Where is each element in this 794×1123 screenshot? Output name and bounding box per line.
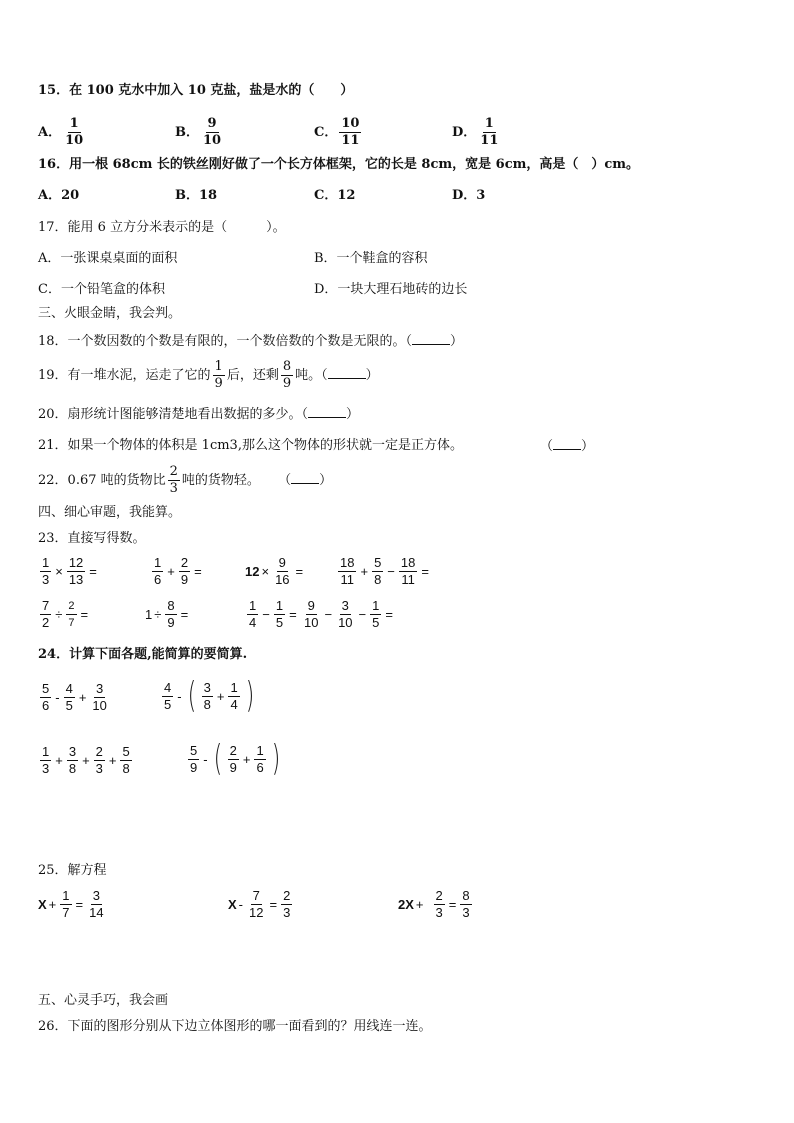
q23-expr-1: $\frac{1}{3}$ × $\frac{12}{13}$ = xyxy=(42,555,97,587)
q15-option-b: B． $\frac{9}{10}$ xyxy=(175,116,222,148)
q21-answer: （ ） xyxy=(540,439,595,454)
q24-expr-4: $\frac{5}{9}$ - ( $\frac{2}{9}$ + $\frac{1}{6}$ ) xyxy=(190,738,280,779)
q24-expr-1: $\frac{5}{6}$ - $\frac{4}{5}$ + $\frac{3}{10}$ xyxy=(42,681,107,713)
q17-option-a: A．一张课桌桌面的面积 xyxy=(38,251,178,266)
q23-expr-6: 1 ÷ $\frac{8}{9}$ = xyxy=(145,598,189,630)
q20: 20．扇形统计图能够清楚地看出数据的多少。（ ） xyxy=(38,407,360,422)
q25-equation-3: 2X + $\frac{2}{3}$ = $\frac{8}{3}$ xyxy=(398,888,470,920)
q15-option-c: C． $\frac{10}{11}$ xyxy=(314,116,360,148)
q16-option-c: C．12 xyxy=(314,188,356,203)
q17-option-d: D．一块大理石地砖的边长 xyxy=(314,282,468,297)
q17-option-b: B．一个鞋盒的容积 xyxy=(314,251,428,266)
section-3-heading: 三、火眼金睛，我会判。 xyxy=(38,306,182,321)
q19: 19．有一堆水泥，运走了它的 $\frac{1}{9}$ 后，还剩 $\frac{8}{9}$ 吨。（ ） xyxy=(38,359,379,391)
q23-title: 23．直接写得数。 xyxy=(38,531,146,546)
q19-answer-blank[interactable] xyxy=(328,366,366,379)
q25-title: 25．解方程 xyxy=(38,863,107,878)
section-5-heading: 五、心灵手巧，我会画 xyxy=(38,993,169,1008)
q16-option-b: B．18 xyxy=(175,188,218,203)
q21: 21．如果一个物体的体积是 1cm3,那么这个物体的形状就一定是正方体。 xyxy=(38,438,463,453)
q15-option-a: A． $\frac{1}{10}$ xyxy=(38,116,84,148)
q16-option-a: A．20 xyxy=(38,188,80,203)
q17-question: 17．能用 6 立方分米表示的是（ ）。 xyxy=(38,220,286,235)
q18: 18．一个数因数的个数是有限的，一个数倍数的个数是无限的。（ ） xyxy=(38,334,464,349)
q22: 22．0.67 吨的货物比 $\frac{2}{3}$ 吨的货物轻。 （ ） xyxy=(38,464,333,496)
q26-question: 26．下面的图形分别从下边立体图形的哪一面看到的？用线连一连。 xyxy=(38,1019,432,1034)
q24-expr-3: $\frac{1}{3}$ + $\frac{3}{8}$ + $\frac{2}{3}$ + $\frac{5}{8}$ xyxy=(42,744,130,776)
q15-option-d: D． $\frac{1}{11}$ xyxy=(452,116,499,148)
q15-question: 15．在 100 克水中加入 10 克盐，盐是水的（ ） xyxy=(38,83,354,98)
q25-equation-1: X + $\frac{1}{7}$ = $\frac{3}{14}$ xyxy=(38,888,104,920)
q16-option-d: D．3 xyxy=(452,188,486,203)
q23-expr-5: $\frac{7}{2}$ ÷ $\frac{2}{7}$ = xyxy=(42,598,89,630)
q17-option-c: C．一个铅笔盒的体积 xyxy=(38,282,165,297)
q22-answer-blank[interactable] xyxy=(291,471,319,484)
q23-expr-7: $\frac{1}{4}$ − $\frac{1}{5}$ = xyxy=(249,598,297,630)
q16-question: 16．用一根 68cm 长的铁丝刚好做了一个长方体框架，它的长是 8cm，宽是 6cm，高是（ ）cm。 xyxy=(38,157,640,172)
q20-answer-blank[interactable] xyxy=(308,405,346,418)
section-4-heading: 四、细心审题，我能算。 xyxy=(38,505,182,520)
q23-expr-4: $\frac{18}{11}$ + $\frac{5}{8}$ − $\frac{18}{11}$ = xyxy=(340,555,429,587)
q24-expr-2: $\frac{4}{5}$ - ( $\frac{3}{8}$ + $\frac{1}{4}$ ) xyxy=(164,675,254,716)
q23-expr-3: 12 × $\frac{9}{16}$ = xyxy=(245,555,304,587)
q23-expr-2: $\frac{1}{6}$ + $\frac{2}{9}$ = xyxy=(154,555,202,587)
q24-title: 24．计算下面各题,能简算的要简算. xyxy=(38,647,248,662)
q23-expr-8: $\frac{9}{10}$ − $\frac{3}{10}$ − $\frac{1}{5}$ = xyxy=(304,598,393,630)
q21-answer-blank[interactable] xyxy=(553,437,581,450)
q25-equation-2: X - $\frac{7}{12}$ = $\frac{2}{3}$ xyxy=(228,888,291,920)
q18-answer-blank[interactable] xyxy=(412,332,450,345)
